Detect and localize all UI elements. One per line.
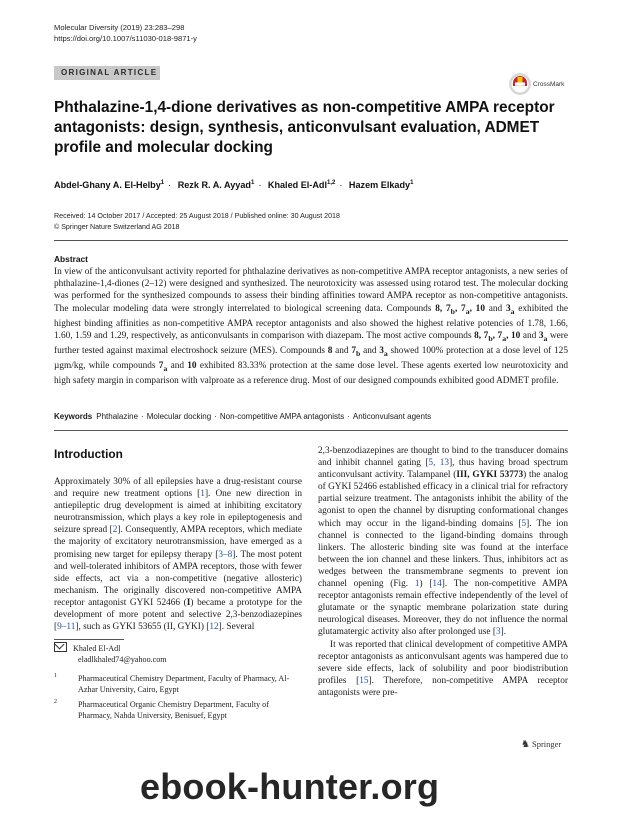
author-separator: ·	[258, 180, 262, 191]
abstract-text: and	[360, 345, 380, 356]
abstract-text: exhibited 83.33% protection at the same dose level. These agents exerted low neurotoxicity and high safety margin in comparison with valproate as a reference drug. Most of our designed compounds exhibited good ADMET profile.	[54, 361, 568, 387]
citation-link[interactable]: 5, 13	[428, 458, 450, 469]
compound-ref: 3	[379, 345, 384, 356]
abstract-text: and	[332, 345, 352, 356]
compound-ref: a	[543, 333, 548, 343]
author-list	[54, 180, 413, 190]
body-text: ) became a prototype for the development of more potent and selective 2,3-benzodiazepines [	[54, 597, 303, 633]
author-affiliation-mark: 1	[160, 180, 165, 186]
citation-link[interactable]: 15	[359, 675, 369, 686]
compound-ref: 8	[327, 345, 333, 356]
affiliation-number: 2	[54, 699, 57, 705]
body-text: ]. The ion channel is connected to the ligand-binding domains through linkers. The allosteric binding site was found at the interface between the ion channel and these linkers. Thus, inhibitors act as wedges between the transmembrane segments to prevent ion channel opening (Fig.	[318, 518, 569, 590]
springer-horse-icon: ♞	[521, 739, 530, 750]
footnote-divider	[54, 639, 124, 640]
author-affiliation-mark: 1	[250, 180, 255, 186]
keyword: Non-competitive AMPA antagonists	[219, 412, 345, 421]
compound-ref: 3	[505, 303, 511, 314]
keywords-line	[54, 412, 568, 421]
history-dates: Received: 14 October 2017 / Accepted: 25 August 2018 / Published online: 30 August 2018	[54, 212, 340, 220]
correspondence-note	[54, 642, 167, 665]
body-text: ].	[500, 627, 507, 638]
keyword: Molecular docking	[146, 412, 212, 421]
author-separator: ·	[339, 180, 343, 191]
right-column	[318, 445, 568, 699]
article-title: Phthalazine-1,4-dione derivatives as non-competitive AMPA receptor antagonists: design, synthesis, anticonvulsant evaluation, ADMET profile and molecular docking	[54, 99, 555, 156]
left-column	[54, 476, 302, 633]
crossmark-icon	[508, 72, 532, 96]
compound-ref: 7	[158, 361, 164, 371]
watermark-text: ebook-hunter.org	[140, 766, 440, 807]
compound-ref: I	[186, 597, 191, 608]
citation-link[interactable]: 1	[200, 489, 205, 500]
keyword-separator: ·	[347, 412, 350, 421]
publisher-logo	[521, 739, 561, 750]
author-name[interactable]: Hazem Elkady	[348, 180, 411, 191]
abstract-text: were further tested against maximal electroshock seizure (MES). Compounds	[54, 330, 569, 356]
body-paragraph	[318, 445, 568, 639]
compound-ref: , 10	[469, 303, 485, 314]
keyword-separator: ·	[214, 412, 217, 421]
affiliation	[54, 673, 302, 695]
body-text: ) [	[419, 579, 433, 590]
compound-ref: a	[502, 333, 507, 343]
compound-ref: 8, 7	[435, 303, 451, 314]
body-text: ]. Several	[218, 622, 255, 633]
doi-link[interactable]: https://doi.org/10.1007/s11030-018-9871-y	[54, 34, 197, 43]
journal-header	[54, 22, 197, 44]
copyright-line: © Springer Nature Switzerland AG 2018	[54, 223, 180, 231]
abstract-body	[54, 266, 568, 387]
publication-dates	[54, 211, 340, 233]
compound-ref: a	[383, 348, 388, 358]
compound-ref: 8, 7	[474, 330, 489, 341]
citation-link[interactable]: 3	[495, 627, 501, 638]
compound-ref: a	[465, 306, 470, 316]
compound-ref: b	[488, 333, 493, 343]
compound-ref: a	[163, 363, 168, 373]
abstract-top-divider	[54, 240, 568, 241]
keyword: Anticonvulsant agents	[352, 412, 432, 421]
keywords-label: Keywords	[54, 412, 93, 421]
body-text: ]. Consequently, AMPA receptors, which mediate the majority of excitatory neurotransmission, have emerged as a promising new target for epilepsy therapy [	[54, 525, 302, 560]
figure-link[interactable]: 1	[414, 579, 420, 590]
abstract-text: exhibited the highest binding affinities as non-competitive AMPA receptor antagonists and also showed the highest relative potencies of 1.78, 1.66, 1.60, 1.59 and 1.29, respectively, as anticonvulsants in comparison with diazepam. The most active compounds	[54, 303, 569, 341]
body-text: ], such as GYKI 53655 (II, GYKI) [	[75, 622, 210, 633]
article-type-banner	[54, 66, 160, 80]
compound-ref: III, GYKI 53773	[456, 470, 524, 481]
publisher-name: Springer	[531, 739, 562, 749]
article-type-label: ORIGINAL ARTICLE	[61, 68, 158, 77]
affiliation-text: Pharmaceutical Organic Chemistry Department, Faculty of Pharmacy, Nahda University, Benisuef, Egypt	[78, 700, 269, 720]
envelope-icon	[54, 642, 67, 652]
keyword: Phthalazine	[96, 412, 139, 421]
author-separator: ·	[168, 180, 172, 191]
body-text: ) the analog of GYKI 52466 established efficacy in a clinical trial for refractory partial seizure treatment. The antagonists inhibit the ability of the agonist to open the channel by disrupting conformational changes which may occur in the ligand-binding domains [	[318, 470, 568, 529]
body-text: ]. One new direction in antiepileptic drug development is aimed at inhibiting excitatory neurotransmission, which plays a key role in epileptogenesis and seizure spread [	[54, 489, 302, 536]
correspondence-name: Khaled El-Adl	[73, 644, 121, 653]
body-text: ]. The non-competitive AMPA receptor antagonists remain effective independently of the level of glutamate or the synaptic membrane polarization state during neurological diseases. Moreover, they do not influence the normal glutamatergic activity also after prolonged use [	[318, 579, 569, 638]
author-name[interactable]: Abdel-Ghany A. El-Helby	[54, 180, 161, 191]
correspondence-email[interactable]: eladlkhaled74@yahoo.com	[78, 655, 167, 664]
author-name[interactable]: Rezk R. A. Ayyad	[177, 180, 251, 191]
section-heading-introduction: Introduction	[54, 447, 123, 461]
body-text: ]. The most potent and well-tolerated inhibitors of AMPA receptors, those with fewer side effects, act via a non-competitive (negative allosteric) mechanism. The originally discovered non-competitive AMPA receptor antagonist GYKI 52466 (	[54, 549, 302, 608]
compound-ref: b	[450, 306, 455, 316]
citation-link[interactable]: 2	[112, 525, 118, 536]
crossmark-label: CrossMark	[533, 81, 565, 88]
compound-ref: 10	[187, 361, 197, 371]
author-affiliation-mark: 1	[410, 180, 414, 186]
compound-ref: a	[510, 306, 515, 316]
citation-link[interactable]: 12	[209, 622, 219, 633]
body-text: 2,3-benzodiazepines are thought to bind to the transducer domains and inhibit channel gating [	[318, 446, 568, 469]
compound-ref: , 7	[454, 303, 466, 314]
affiliation-text: Pharmaceutical Chemistry Department, Faculty of Pharmacy, Al-Azhar University, Cairo, Egypt	[78, 674, 290, 694]
journal-citation: Molecular Diversity (2019) 23:283–298	[54, 23, 185, 32]
body-text: ], thus having broad spectrum anticonvulsant activity. Talampanel (	[318, 458, 568, 481]
citation-link[interactable]: 5	[521, 518, 527, 529]
abstract-bottom-divider	[54, 430, 568, 431]
abstract-text: and	[520, 330, 539, 341]
citation-link[interactable]: 3–8	[218, 549, 233, 560]
crossmark-badge[interactable]	[508, 72, 568, 98]
compound-ref: 3	[538, 330, 544, 341]
abstract-text: In view of the anticonvulsant activity reported for phthalazine derivatives as non-competitive AMPA receptor antagonists, a new series of phthalazine-1,4-diones (2–12) were designed and synthesized. The neurotoxicity was assessed using rotarod test. The molecular docking was performed for the synthesized compounds to assess their binding affinities toward AMPA receptor as non-competitive antagonists. The molecular modeling data were strongly interrelated to biological screening data. Compounds	[54, 267, 568, 314]
body-text: ]. Therefore, non-competitive AMPA receptor antagonists were pre-	[318, 675, 568, 698]
keyword-separator: ·	[141, 412, 144, 421]
compound-ref: , 7	[492, 330, 503, 341]
abstract-text: and	[484, 303, 506, 314]
citation-link[interactable]: 9–11	[57, 622, 76, 633]
author-name[interactable]: Khaled El-Adl	[267, 180, 327, 191]
affiliation	[54, 699, 302, 721]
affiliation-number: 1	[54, 673, 57, 679]
abstract-text: and	[167, 361, 188, 371]
body-text: It was reported that clinical development of competitive AMPA receptor antagonists as anticonvulsant agents was hampered due to severe side effects, lack of solubility and poor biodistribution profiles [	[318, 639, 568, 686]
body-text: Approximately 30% of all epilepsies have a drug-resistant course and require new treatment options [	[54, 477, 302, 500]
compound-ref: , 10	[506, 330, 521, 341]
citation-link[interactable]: 14	[432, 579, 442, 590]
abstract-text: showed 100% protection at a dose level of 125 µgm/kg, while compounds	[54, 345, 568, 371]
abstract-heading: Abstract	[54, 254, 88, 264]
compound-ref: 7	[351, 345, 356, 356]
body-paragraph	[54, 476, 302, 633]
author-affiliation-mark: 1,2	[327, 180, 336, 186]
body-paragraph	[318, 639, 568, 699]
compound-ref: b	[356, 348, 361, 358]
